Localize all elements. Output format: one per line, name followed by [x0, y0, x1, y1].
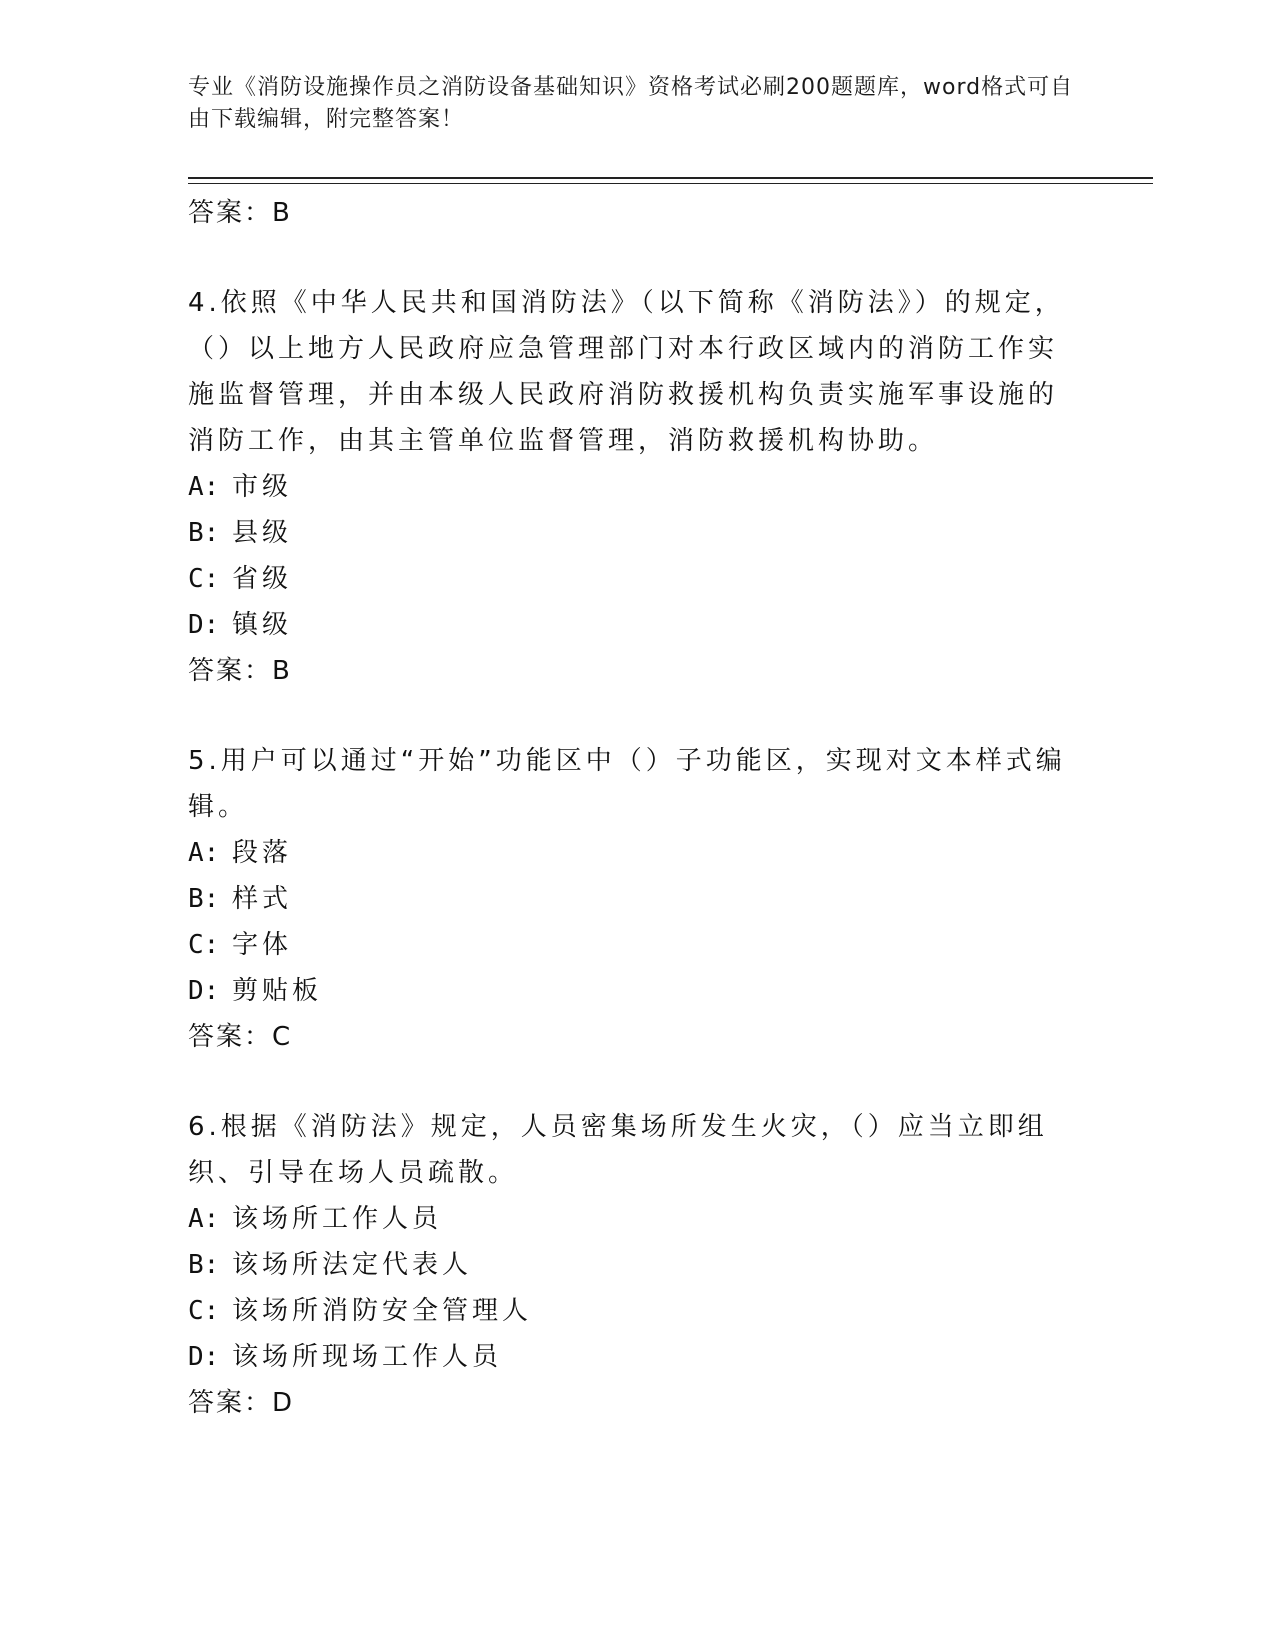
answer-line: 答案：B — [188, 198, 292, 228]
option-letter: D: — [188, 610, 220, 640]
option-text: 镇级 — [232, 610, 293, 640]
option-letter: A: — [188, 1204, 220, 1234]
spacer — [188, 236, 1068, 280]
option-c — [188, 1288, 1068, 1334]
option-a — [188, 830, 1068, 876]
spacer — [188, 694, 1068, 738]
option-b — [188, 1242, 1068, 1288]
option-letter: B: — [188, 518, 220, 548]
option-b — [188, 510, 1068, 556]
option-text: 字体 — [232, 930, 293, 960]
option-text: 该场所法定代表人 — [232, 1250, 473, 1280]
answer-line: 答案：B — [188, 656, 292, 686]
question-block — [188, 1104, 1068, 1426]
option-text: 剪贴板 — [232, 976, 323, 1006]
question-stem: 6.根据《消防法》规定，人员密集场所发生火灾，（）应当立即组织、引导在场人员疏散。 — [188, 1112, 1048, 1188]
answer-line: 答案：C — [188, 1022, 293, 1052]
option-text: 省级 — [232, 564, 293, 594]
header-divider-thin — [188, 183, 1153, 184]
option-c — [188, 922, 1068, 968]
option-letter: B: — [188, 884, 220, 914]
option-letter: A: — [188, 838, 220, 868]
question-block — [188, 280, 1068, 694]
spacer — [188, 1060, 1068, 1104]
option-c — [188, 556, 1068, 602]
question-stem: 4.依照《中华人民共和国消防法》（以下简称《消防法》）的规定，（）以上地方人民政府应急管理部门对本行政区域内的消防工作实施监督管理，并由本级人民政府消防救援机构负责实施军事设施的消防工作，由其主管单位监督管理，消防救援机构协助。 — [188, 288, 1065, 456]
option-text: 段落 — [232, 838, 293, 868]
question-stem: 5.用户可以通过“开始”功能区中（）子功能区，实现对文本样式编辑。 — [188, 746, 1066, 822]
option-letter: C: — [188, 1296, 220, 1326]
option-letter: C: — [188, 564, 220, 594]
option-d — [188, 602, 1068, 648]
option-a — [188, 1196, 1068, 1242]
option-text: 该场所现场工作人员 — [232, 1342, 503, 1372]
document-body — [188, 190, 1068, 1426]
option-letter: A: — [188, 472, 220, 502]
option-text: 县级 — [232, 518, 293, 548]
option-text: 该场所工作人员 — [232, 1204, 443, 1234]
option-text: 该场所消防安全管理人 — [232, 1296, 533, 1326]
option-a — [188, 464, 1068, 510]
option-b — [188, 876, 1068, 922]
option-d — [188, 968, 1068, 1014]
option-letter: B: — [188, 1250, 220, 1280]
option-letter: D: — [188, 976, 220, 1006]
option-text: 市级 — [232, 472, 293, 502]
question-block — [188, 738, 1068, 1060]
header-divider-thick — [188, 177, 1153, 179]
option-letter: D: — [188, 1342, 220, 1372]
option-d — [188, 1334, 1068, 1380]
option-text: 样式 — [232, 884, 293, 914]
answer-line: 答案：D — [188, 1388, 295, 1418]
option-letter: C: — [188, 930, 220, 960]
document-header: 专业《消防设施操作员之消防设备基础知识》资格考试必刷200题题库，word格式可自由下载编辑，附完整答案！ — [188, 75, 1074, 132]
